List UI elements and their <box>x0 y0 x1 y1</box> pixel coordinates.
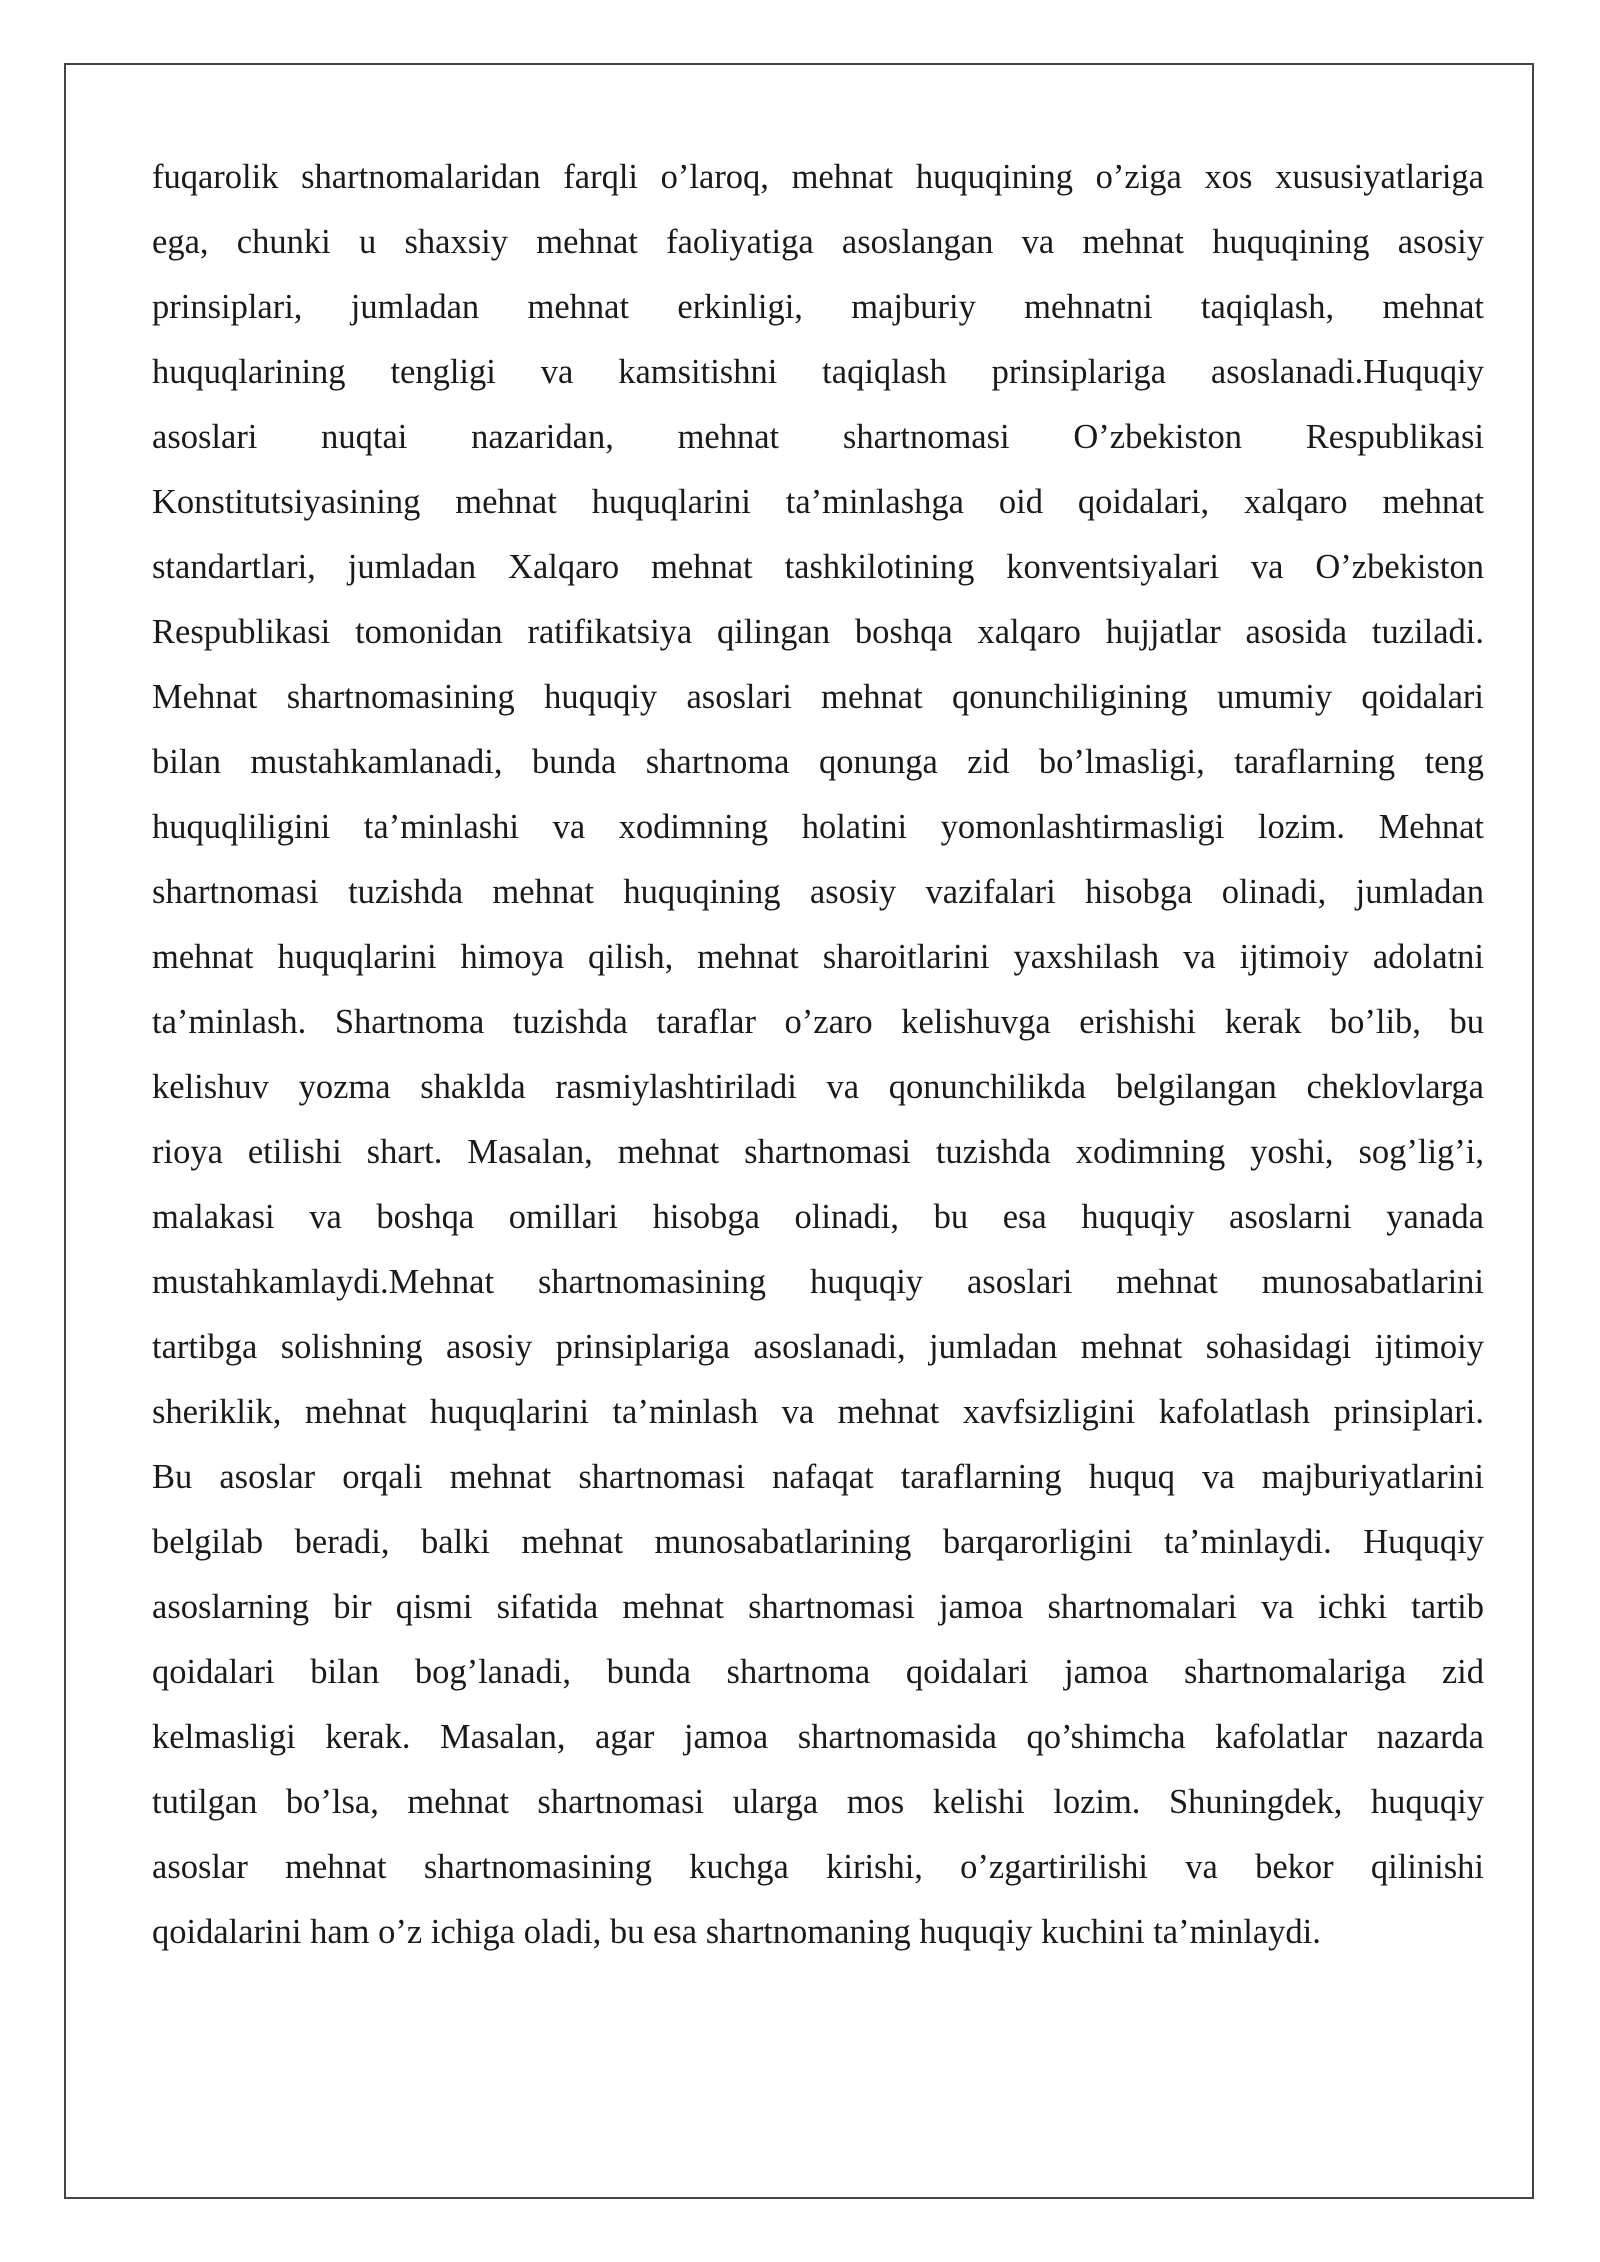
text-line: asoslar mehnat shartnomasining kuchga kirishi, o’zgartirilishi va bekor qilinishi <box>152 1848 1484 1886</box>
text-line: mehnat huquqlarini himoya qilish, mehnat sharoitlarini yaxshilash va ijtimoiy adolatni <box>152 938 1484 976</box>
text-line-last: qoidalarini ham o’z ichiga oladi, bu esa shartnomaning huquqiy kuchini ta’minlaydi. <box>152 1913 1321 1951</box>
text-line: sheriklik, mehnat huquqlarini ta’minlash va mehnat xavfsizligini kafolatlash prinsiplari. <box>152 1393 1484 1431</box>
text-line: Bu asoslar orqali mehnat shartnomasi nafaqat taraflarning huquq va majburiyatlarini <box>152 1458 1484 1496</box>
text-line: asoslarning bir qismi sifatida mehnat shartnomasi jamoa shartnomalari va ichki tartib <box>152 1588 1484 1626</box>
body-paragraph <box>152 145 1484 1965</box>
text-line: tartibga solishning asosiy prinsiplariga asoslanadi, jumladan mehnat sohasidagi ijtimoiy <box>152 1328 1484 1366</box>
text-line: Konstitutsiyasining mehnat huquqlarini ta’minlashga oid qoidalari, xalqaro mehnat <box>152 483 1484 521</box>
text-line: belgilab beradi, balki mehnat munosabatlarining barqarorligini ta’minlaydi. Huquqiy <box>152 1523 1484 1561</box>
text-line: Mehnat shartnomasining huquqiy asoslari mehnat qonunchiligining umumiy qoidalari <box>152 678 1484 716</box>
text-line: huquqliligini ta’minlashi va xodimning holatini yomonlashtirmasligi lozim. Mehnat <box>152 808 1484 846</box>
text-line: Respublikasi tomonidan ratifikatsiya qilingan boshqa xalqaro hujjatlar asosida tuziladi. <box>152 613 1484 651</box>
text-line: bilan mustahkamlanadi, bunda shartnoma qonunga zid bo’lmasligi, taraflarning teng <box>152 743 1484 781</box>
text-line: huquqlarining tengligi va kamsitishni taqiqlash prinsiplariga asoslanadi.Huquqiy <box>152 353 1484 391</box>
text-line: mustahkamlaydi.Mehnat shartnomasining huquqiy asoslari mehnat munosabatlarini <box>152 1263 1484 1301</box>
text-line: kelmasligi kerak. Masalan, agar jamoa shartnomasida qo’shimcha kafolatlar nazarda <box>152 1718 1484 1756</box>
text-line: shartnomasi tuzishda mehnat huquqining asosiy vazifalari hisobga olinadi, jumladan <box>152 873 1484 911</box>
text-line: rioya etilishi shart. Masalan, mehnat shartnomasi tuzishda xodimning yoshi, sog’lig’i, <box>152 1133 1484 1171</box>
text-line: ta’minlash. Shartnoma tuzishda taraflar o’zaro kelishuvga erishishi kerak bo’lib, bu <box>152 1003 1484 1041</box>
text-line: standartlari, jumladan Xalqaro mehnat tashkilotining konventsiyalari va O’zbekiston <box>152 548 1484 586</box>
text-line: fuqarolik shartnomalaridan farqli o’laroq, mehnat huquqining o’ziga xos xususiyatlariga <box>152 158 1484 196</box>
text-line: ega, chunki u shaxsiy mehnat faoliyatiga asoslangan va mehnat huquqining asosiy <box>152 223 1484 261</box>
text-line: kelishuv yozma shaklda rasmiylashtiriladi va qonunchilikda belgilangan cheklovlarga <box>152 1068 1484 1106</box>
text-line: prinsiplari, jumladan mehnat erkinligi, majburiy mehnatni taqiqlash, mehnat <box>152 288 1484 326</box>
text-line: tutilgan bo’lsa, mehnat shartnomasi ularga mos kelishi lozim. Shuningdek, huquqiy <box>152 1783 1484 1821</box>
text-line: asoslari nuqtai nazaridan, mehnat shartnomasi O’zbekiston Respublikasi <box>152 418 1484 456</box>
text-line: qoidalari bilan bog’lanadi, bunda shartnoma qoidalari jamoa shartnomalariga zid <box>152 1653 1484 1691</box>
text-line: malakasi va boshqa omillari hisobga olinadi, bu esa huquqiy asoslarni yanada <box>152 1198 1484 1236</box>
